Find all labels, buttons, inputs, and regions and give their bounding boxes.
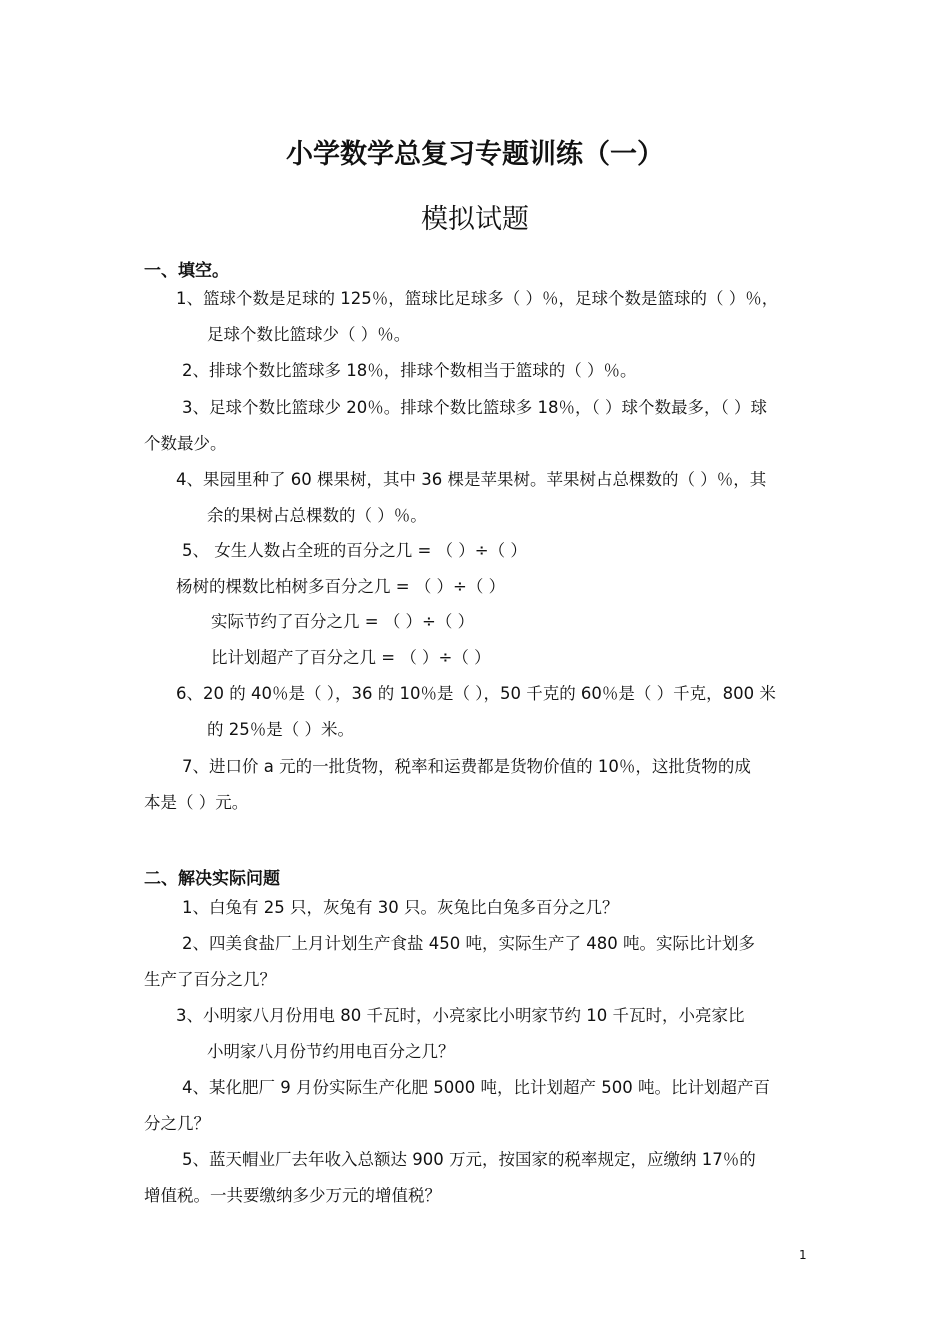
question-line: 杨树的棵数比柏树多百分之几 = （ ）÷（ ） xyxy=(176,577,506,596)
question-line: 分之几？ xyxy=(144,1114,210,1133)
question-line: 小明家八月份节约用电百分之几？ xyxy=(207,1042,455,1061)
question-line: 3、足球个数比篮球少 20％。排球个数比篮球多 18％，（ ）球个数最多，（ ）球 xyxy=(182,398,767,417)
question-line: 个数最少。 xyxy=(144,434,227,453)
question-line: 5、 女生人数占全班的百分之几 = （ ）÷（ ） xyxy=(182,541,527,560)
question-line: 1、篮球个数是足球的 125％，篮球比足球多（ ）％，足球个数是篮球的（ ）％， xyxy=(176,289,779,308)
question-line: 5、蓝天帽业厂去年收入总额达 900 万元，按国家的税率规定，应缴纳 17％的 xyxy=(182,1150,756,1169)
question-line: 3、小明家八月份用电 80 千瓦时，小亮家比小明家节约 10 千瓦时，小亮家比 xyxy=(176,1006,745,1025)
question-line: 余的果树占总棵数的（ ）％。 xyxy=(207,506,427,525)
question-line: 足球个数比篮球少（ ）％。 xyxy=(207,325,411,344)
question-line: 本是（ ）元。 xyxy=(144,793,249,812)
section-heading-word-problems: 二、解决实际问题 xyxy=(144,869,280,889)
question-line: 的 25％是（ ）米。 xyxy=(207,720,354,739)
question-line: 1、白兔有 25 只，灰兔有 30 只。灰兔比白兔多百分之几？ xyxy=(182,898,619,917)
question-line: 7、进口价 a 元的一批货物，税率和运费都是货物价值的 10％，这批货物的成 xyxy=(182,757,751,776)
question-line: 2、排球个数比篮球多 18％，排球个数相当于篮球的（ ）％。 xyxy=(182,361,637,380)
question-line: 6、20 的 40％是（ ），36 的 10％是（ ），50 千克的 60％是（ ）千克，800 米 xyxy=(176,684,776,703)
question-line: 生产了百分之几？ xyxy=(144,970,276,989)
document-subtitle: 模拟试题 xyxy=(421,204,529,235)
question-line: 4、某化肥厂 9 月份实际生产化肥 5000 吨，比计划超产 500 吨。比计划超产百 xyxy=(182,1078,770,1097)
question-line: 比计划超产了百分之几 = （ ）÷（ ） xyxy=(211,648,491,667)
section-heading-fill-blanks: 一、填空。 xyxy=(144,261,229,281)
question-line: 实际节约了百分之几 = （ ）÷（ ） xyxy=(211,612,475,631)
question-line: 增值税。一共要缴纳多少万元的增值税？ xyxy=(144,1186,441,1205)
document-title: 小学数学总复习专题训练（一） xyxy=(286,139,664,170)
page-number: 1 xyxy=(799,1248,807,1262)
question-line: 2、四美食盐厂上月计划生产食盐 450 吨，实际生产了 480 吨。实际比计划多 xyxy=(182,934,755,953)
question-line: 4、果园里种了 60 棵果树，其中 36 棵是苹果树。苹果树占总棵数的（ ）％，其 xyxy=(176,470,767,489)
